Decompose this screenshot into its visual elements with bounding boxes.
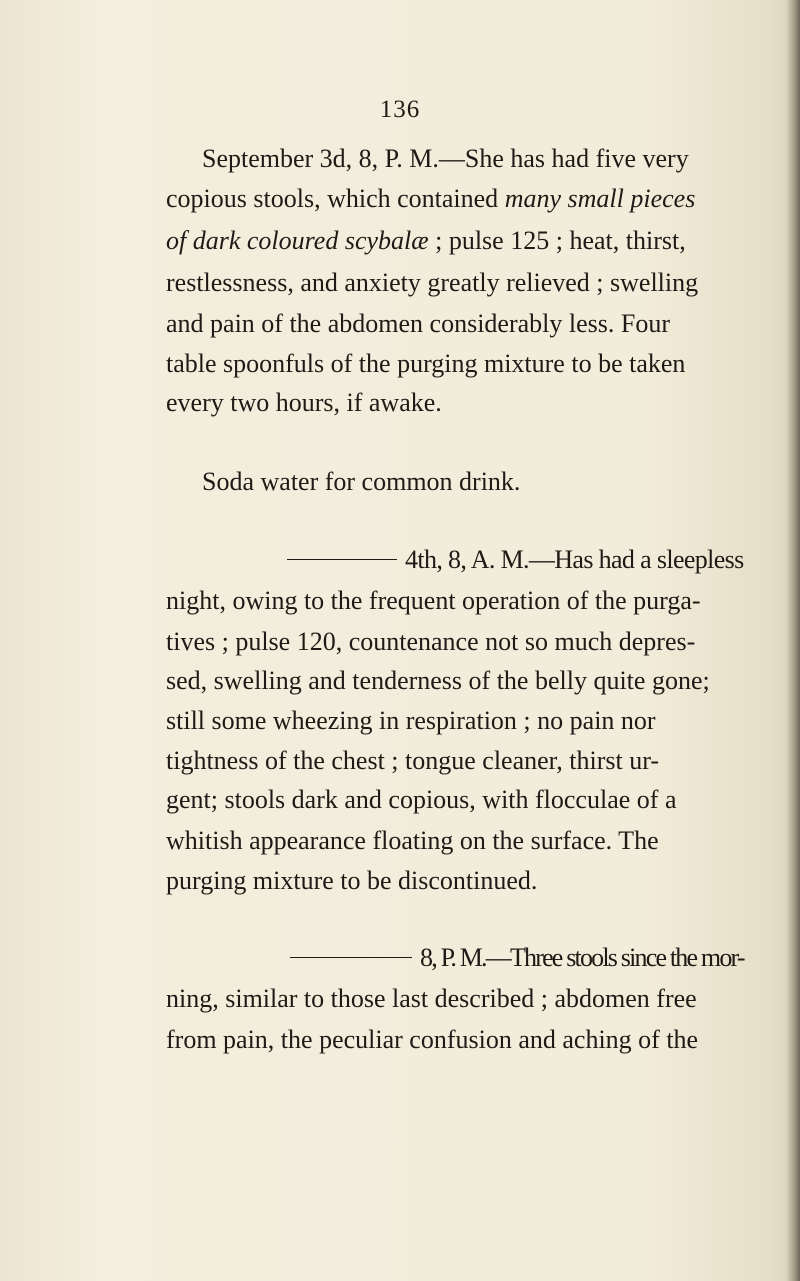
text-line bbox=[166, 226, 744, 256]
italic-text: of dark coloured scybalæ bbox=[166, 226, 429, 255]
text-span: tightness of the chest ; tongue cleaner, thirst ur- bbox=[166, 746, 660, 775]
em-dash-rule bbox=[290, 957, 412, 958]
text-span: 4th, 8, A. M.—Has had a sleepless bbox=[405, 545, 744, 574]
text-span: purging mixture to be discontinued. bbox=[166, 866, 538, 895]
text-line bbox=[166, 785, 744, 815]
text-line bbox=[287, 545, 744, 575]
text-span: ; pulse 125 ; heat, thirst, bbox=[428, 226, 686, 255]
text-line bbox=[166, 984, 744, 1014]
italic-text: many small pieces bbox=[504, 184, 696, 213]
text-line bbox=[202, 144, 744, 174]
text-line bbox=[202, 467, 744, 497]
text-line bbox=[166, 666, 744, 696]
text-span: whitish appearance floating on the surface. The bbox=[166, 826, 659, 855]
text-span: night, owing to the frequent operation of the purga- bbox=[166, 586, 701, 615]
text-line bbox=[166, 184, 744, 214]
text-line bbox=[166, 1025, 744, 1055]
text-span: tives ; pulse 120, countenance not so much depres- bbox=[166, 627, 696, 656]
text-span: Soda water for common drink. bbox=[202, 467, 521, 496]
text-line bbox=[290, 943, 744, 973]
page-number: 136 bbox=[379, 96, 421, 123]
text-span: gent; stools dark and copious, with flocculae of a bbox=[166, 785, 677, 814]
text-span: copious stools, which contained bbox=[166, 184, 505, 213]
text-line bbox=[166, 309, 744, 339]
text-span: every two hours, if awake. bbox=[166, 388, 442, 417]
text-line bbox=[166, 866, 744, 896]
text-span: from pain, the peculiar confusion and aching of the bbox=[166, 1025, 699, 1054]
text-span: still some wheezing in respiration ; no pain nor bbox=[166, 706, 656, 735]
text-span: 8, P. M.—Three stools since the mor- bbox=[420, 943, 744, 972]
text-span: table spoonfuls of the purging mixture to be taken bbox=[166, 349, 686, 378]
em-dash-rule bbox=[287, 559, 397, 560]
page-edge-shadow bbox=[786, 0, 800, 1281]
text-span: ning, similar to those last described ; abdomen free bbox=[166, 984, 697, 1013]
text-line bbox=[166, 826, 744, 856]
text-line bbox=[166, 586, 744, 616]
text-span: restlessness, and anxiety greatly relieved ; swelling bbox=[166, 268, 699, 297]
text-line bbox=[166, 706, 744, 736]
text-span: sed, swelling and tenderness of the belly quite gone; bbox=[166, 666, 710, 695]
text-line bbox=[166, 388, 744, 418]
text-line bbox=[166, 746, 744, 776]
text-line bbox=[166, 349, 744, 379]
text-line bbox=[166, 627, 744, 657]
text-line bbox=[166, 268, 744, 298]
text-span: September 3d, 8, P. M.—She has had five very bbox=[202, 144, 689, 173]
text-span: and pain of the abdomen considerably less. Four bbox=[166, 309, 670, 338]
